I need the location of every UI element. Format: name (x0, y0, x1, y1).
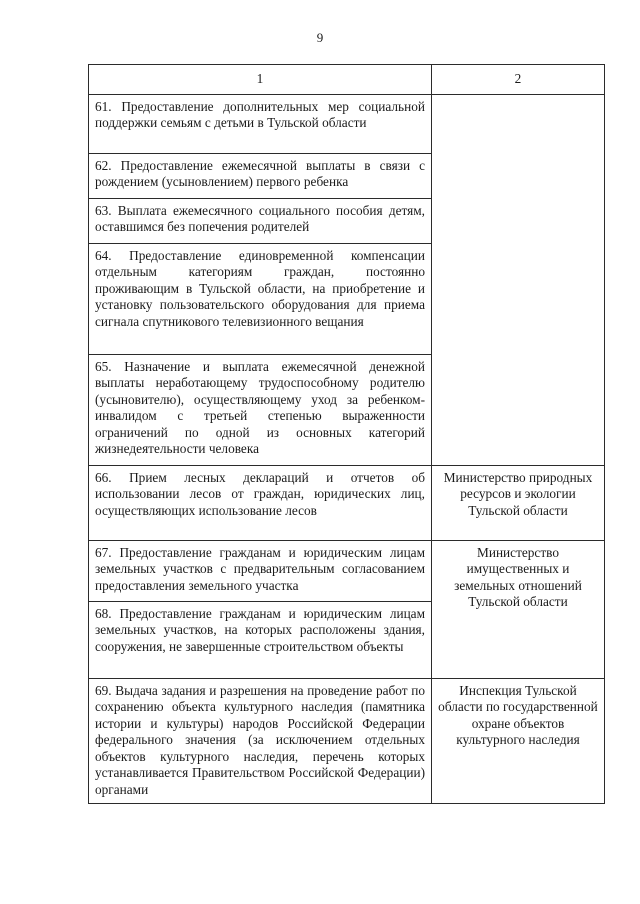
service-item-69: 69. Выдача задания и разрешения на проведение работ по сохранению объекта культурного наследия (памятника истории и культуры) народов Российской Федерации федерального значения (за исключением отдельных объектов культурного наследия, перечень которых устанавливается Правительством Российской Федерации) органами (89, 678, 432, 803)
table-header-row (89, 65, 605, 95)
service-item-66: 66. Прием лесных деклараций и отчетов об использовании лесов от граждан, юридических лиц, осуществляющих использование лесов (89, 465, 432, 540)
table-row (89, 678, 605, 803)
responsible-body-cell-blank (432, 94, 605, 465)
responsible-body-nature-ministry: Министерство природных ресурсов и экологии Тульской области (432, 465, 605, 540)
responsible-body-property-ministry: Министерство имущественных и земельных отношений Тульской области (432, 540, 605, 678)
service-item-65: 65. Назначение и выплата ежемесячной денежной выплаты неработающему трудоспособному родителю (усыновителю), осуществляющему уход за ребенком-инвалидом с третьей степенью выраженности ограничений по одной из основных категорий жизнедеятельности человека (89, 354, 432, 465)
column-header-2: 2 (432, 65, 605, 95)
table-row (89, 540, 605, 601)
page-number: 9 (316, 30, 324, 45)
table-row (89, 465, 605, 540)
service-item-63: 63. Выплата ежемесячного социального пособия детям, оставшимся без попечения родителей (89, 198, 432, 243)
service-item-61: 61. Предоставление дополнительных мер социальной поддержки семьям с детьми в Тульской области (89, 94, 432, 153)
responsible-body-heritage-inspection: Инспекция Тульской области по государственной охране объектов культурного наследия (432, 678, 605, 803)
column-header-1: 1 (89, 65, 432, 95)
table-row (89, 94, 605, 153)
service-item-68: 68. Предоставление гражданам и юридическим лицам земельных участков, на которых расположены здания, сооружения, не завершенные строительством объекты (89, 601, 432, 678)
service-item-64: 64. Предоставление единовременной компенсации отдельным категориям граждан, постоянно проживающим в Тульской области, на приобретение и установку пользовательского оборудования для приема сигнала спутникового телевизионного вещания (89, 243, 432, 354)
services-table (88, 64, 605, 804)
service-item-62: 62. Предоставление ежемесячной выплаты в связи с рождением (усыновлением) первого ребенка (89, 153, 432, 198)
service-item-67: 67. Предоставление гражданам и юридическим лицам земельных участков с предварительным согласованием предоставления земельного участка (89, 540, 432, 601)
